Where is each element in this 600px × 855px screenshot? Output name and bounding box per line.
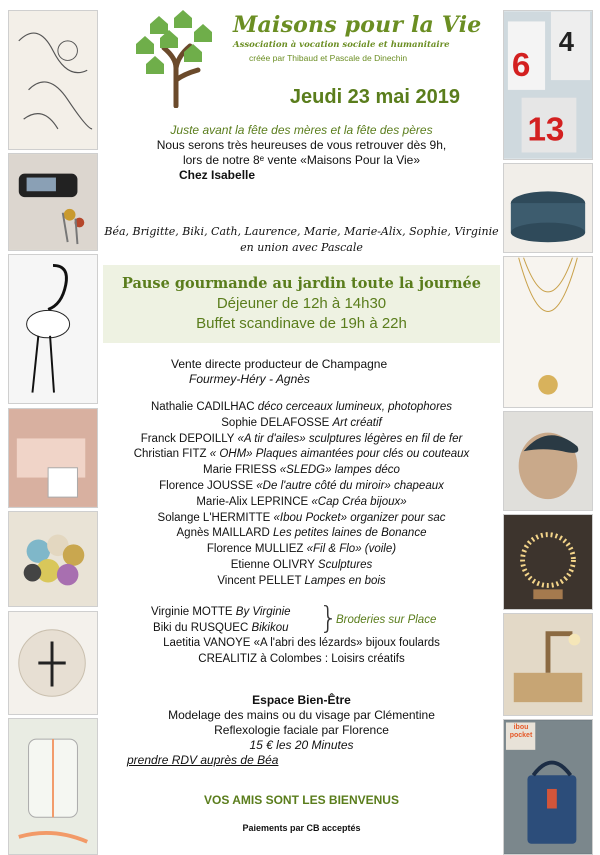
payment-note: Paiements par CB acceptés <box>242 823 361 833</box>
exhibitor-list-continued <box>103 636 500 668</box>
photo-flamingo-lamp <box>8 254 98 404</box>
exhibitor-desc: Art créatif <box>332 416 382 429</box>
exhibitor-desc: «A tir d'ailes» sculptures légères en fil de fer <box>237 432 463 445</box>
list-item: Virginie MOTTE By Virginie <box>151 606 291 618</box>
broderies-label: Broderies sur Place <box>336 614 437 626</box>
wellness-line-1: Modelage des mains ou du visage par Clémentine <box>168 708 435 722</box>
list-item <box>103 495 500 511</box>
brand-block <box>233 12 498 63</box>
banner-title: Pause gourmande au jardin toute la journée <box>121 275 481 292</box>
exhibitor-name: Florence MULLIEZ <box>206 543 304 556</box>
exhibitor-desc: Lampes en bois <box>304 574 386 587</box>
brand-founders: créée par Thibaud et Pascale de Dinechin <box>249 53 408 63</box>
brand-title: Maisons pour la Vie <box>233 12 482 38</box>
champagne-place: Fourmey-Héry - Agnès <box>189 372 310 386</box>
exhibitor-name: Sophie DELAFOSSE <box>221 416 330 429</box>
exhibitor-name: Christian FITZ <box>133 448 207 461</box>
photo-wooden-cross-plaque <box>8 611 98 715</box>
event-line-1: Nous serons très heureuses de vous retrouver dès 9h, <box>156 138 447 152</box>
photo-number-bags <box>503 10 593 160</box>
exhibitor-desc: Les petites laines de Bonance <box>273 527 427 540</box>
list-item: Biki du RUSQUEC Bikikou <box>153 622 289 634</box>
exhibitor-name: Laetitia VANOYE <box>163 637 251 649</box>
event-line-2: lors de notre 8ᵉ vente «Maisons Pour la Vie» <box>182 153 421 167</box>
photo-magnetic-key-holder <box>8 153 98 251</box>
event-intro <box>103 123 500 183</box>
exhibitor-name: Florence JOUSSE <box>159 479 254 492</box>
team-names <box>103 224 500 256</box>
list-item <box>103 416 500 432</box>
broderies-names <box>151 604 291 636</box>
food-banner <box>103 265 500 343</box>
main-content <box>103 0 500 855</box>
wellness-rdv: prendre RDV auprès de Béa <box>127 753 279 767</box>
photo-wool-balls <box>8 511 98 607</box>
exhibitor-desc: « OHM» Plaques aimantées pour clés ou couteaux <box>209 448 470 461</box>
wellness-price: 15 € les 20 Minutes <box>249 738 354 752</box>
photo-hat <box>503 411 593 511</box>
photo-pink-textile <box>8 408 98 508</box>
wellness-section <box>103 693 500 768</box>
list-item <box>103 558 500 574</box>
event-date: Jeudi 23 mai 2019 <box>289 86 460 108</box>
exhibitor-desc: «Fil & Flo» (voile) <box>306 543 397 556</box>
wellness-line-2: Reflexologie faciale par Florence <box>214 723 389 737</box>
exhibitor-name: CREALITIZ à Colombes : <box>198 652 329 665</box>
broderies-group <box>103 601 500 638</box>
photo-wire-sculpture-sketch <box>8 10 98 150</box>
exhibitor-desc: «Ibou Pocket» organizer pour sac <box>273 511 446 524</box>
exhibitor-desc: «De l'autre côté du miroir» chapeaux <box>256 479 444 492</box>
team-union: en union avec Pascale <box>240 241 363 254</box>
photo-wooden-ring-lamp <box>503 514 593 610</box>
list-item <box>103 652 500 668</box>
exhibitor-list <box>103 400 500 590</box>
exhibitor-desc: Sculptures <box>317 558 373 571</box>
photo-wooden-lamp <box>503 613 593 716</box>
welcome-message: VOS AMIS SONT LES BIENVENUS <box>204 793 399 807</box>
exhibitor-name: Marie-Alix LEPRINCE <box>196 495 309 508</box>
exhibitor-name: Solange L'HERMITTE <box>157 511 271 524</box>
exhibitor-desc: «SLEDG» lampes déco <box>279 464 400 477</box>
wellness-title: Espace Bien-Être <box>252 693 351 707</box>
exhibitor-name: Etienne OLIVRY <box>230 558 315 571</box>
banner-buffet: Buffet scandinave de 19h à 22h <box>196 315 407 332</box>
exhibitor-name: Nathalie CADILHAC <box>150 401 255 413</box>
exhibitor-name: Franck DEPOILLY <box>140 432 235 445</box>
list-item <box>103 574 500 590</box>
bag-number-6: 6 <box>511 47 531 85</box>
ibou-badge: ibou pocket <box>509 724 533 739</box>
photo-ibou-pocket-organizer <box>503 719 593 855</box>
list-item <box>103 447 500 463</box>
bag-number-13: 13 <box>527 111 565 149</box>
list-item <box>103 400 500 416</box>
exhibitor-desc: Loisirs créatifs <box>331 652 405 665</box>
team-list: Béa, Brigitte, Biki, Cath, Laurence, Marie, Marie-Alix, Sophie, Virginie <box>104 225 499 238</box>
list-item <box>103 511 500 527</box>
exhibitor-desc: «A l'abri des lézards» bijoux foulards <box>253 637 440 649</box>
list-item <box>103 463 500 479</box>
list-item <box>103 526 500 542</box>
brand-subtitle: Association à vocation sociale et humanitaire <box>233 40 450 50</box>
exhibitor-name: Vincent PELLET <box>217 574 302 587</box>
event-host: Chez Isabelle <box>179 168 256 182</box>
photo-glass-jar-lamp <box>8 718 98 855</box>
exhibitor-desc: déco cerceaux lumineux, photophores <box>257 401 453 413</box>
exhibitor-name: Agnès MAILLARD <box>176 527 270 540</box>
champagne-line: Vente directe producteur de Champagne <box>171 357 388 371</box>
photo-knitted-basket <box>503 163 593 253</box>
bag-number-4: 4 <box>558 25 574 57</box>
list-item <box>103 636 500 652</box>
banner-lunch: Déjeuner de 12h à 14h30 <box>216 295 387 312</box>
list-item <box>103 479 500 495</box>
brace-icon: } <box>319 601 339 636</box>
list-item <box>103 432 500 448</box>
exhibitor-desc: «Cap Créa bijoux» <box>311 495 407 508</box>
list-item <box>103 542 500 558</box>
photo-gold-necklaces <box>503 256 593 408</box>
exhibitor-name: Marie FRIESS <box>203 464 277 477</box>
event-tagline: Juste avant la fête des mères et la fête des pères <box>170 123 433 137</box>
champagne-section <box>103 357 500 387</box>
